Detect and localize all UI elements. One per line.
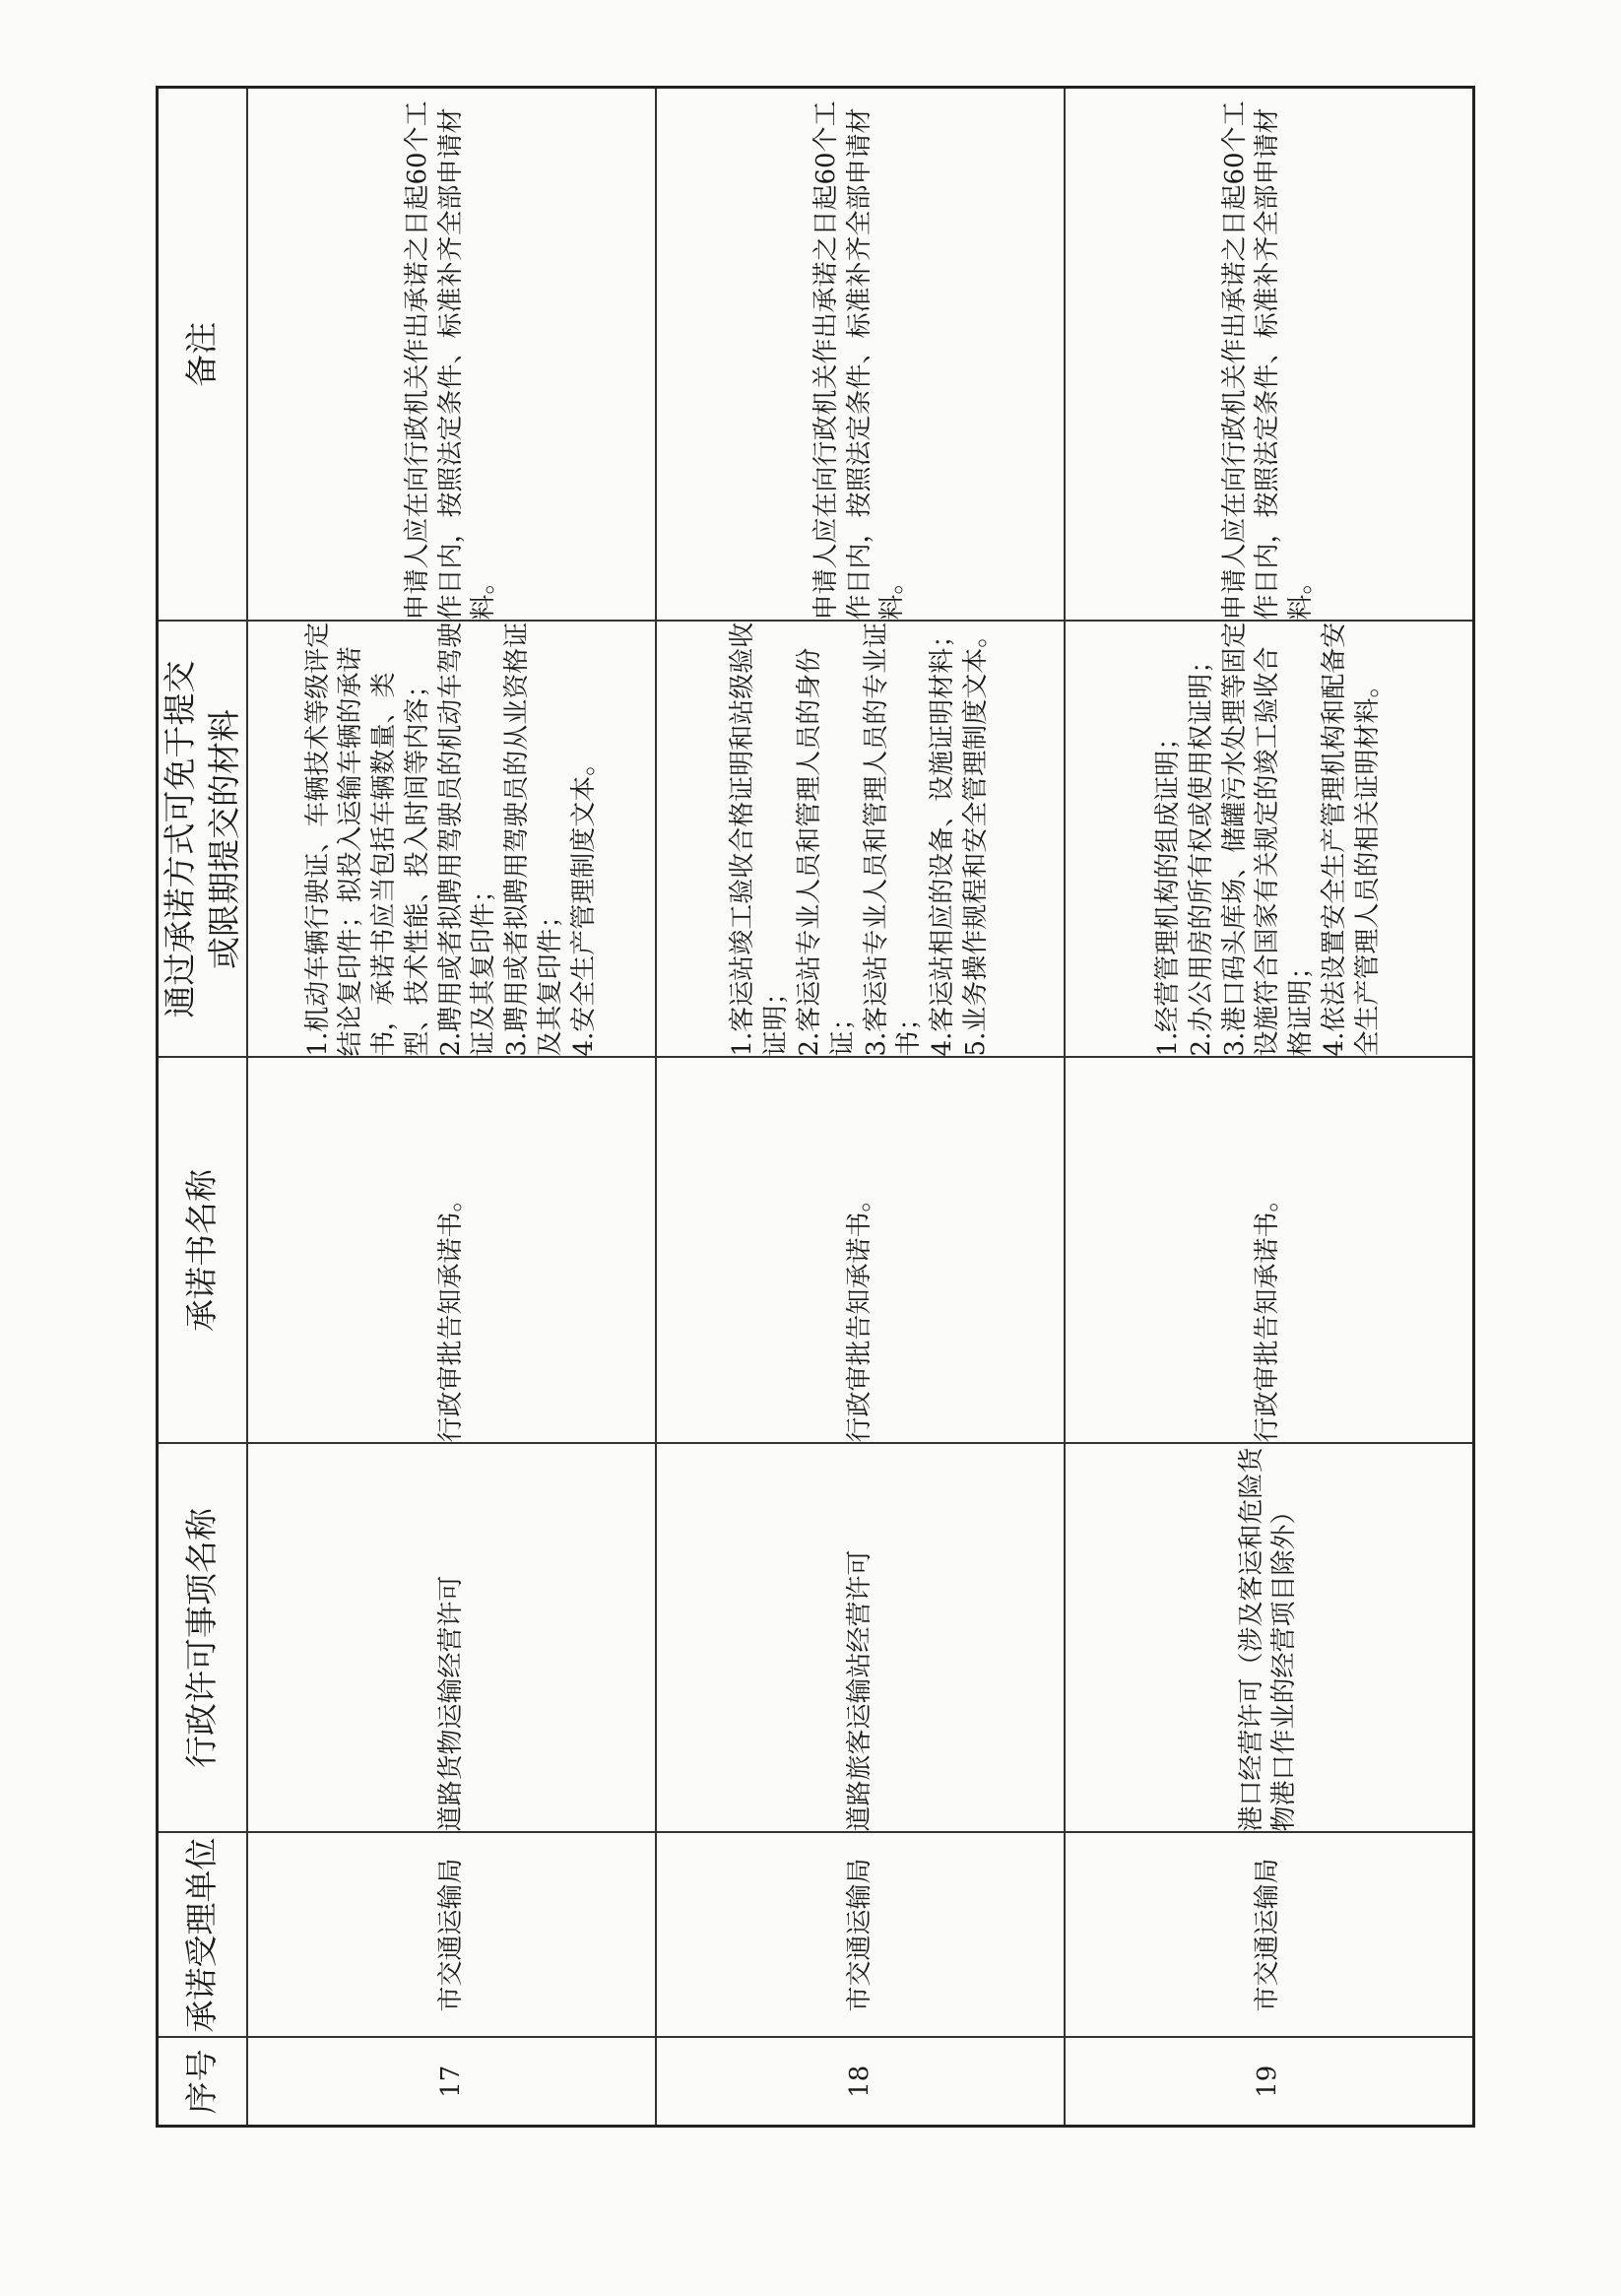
material-line: 4.依法设置安全生产管理机构和配备安全生产管理人员的相关证明材料。	[1320, 622, 1383, 1057]
cell-item: 港口经营许可（涉及客运和危险货物港口作业的经营项目除外）	[1065, 1444, 1473, 1833]
table-row	[247, 88, 656, 2127]
material-line: 1.客运站竣工验收合格证明和站级验收证明；	[728, 622, 792, 1057]
cell-item: 道路旅客运输站经营许可	[656, 1444, 1065, 1833]
material-line: 1.经营管理机构的组成证明；	[1153, 724, 1184, 1057]
header-row	[158, 88, 248, 2127]
cell-name: 行政审批告知承诺书。	[1065, 1058, 1473, 1444]
cell-note: 申请人应在向行政机关作出承诺之日起60个工作日内，按照法定条件、标准补齐全部申请材料。	[1065, 88, 1473, 622]
cell-materials	[1065, 622, 1473, 1058]
cell-item: 道路货物运输经营许可	[247, 1444, 656, 1833]
cell-materials	[656, 622, 1065, 1058]
material-line: 2.客运站专业人员和管理人员的身份证；	[795, 647, 858, 1057]
cell-note: 申请人应在向行政机关作出承诺之日起60个工作日内，按照法定条件、标准补齐全部申请材料。	[247, 88, 656, 622]
material-line: 3.客运站专业人员和管理人员的专业证书；	[861, 622, 925, 1057]
cell-unit: 市交通运输局	[1065, 1833, 1473, 2038]
cell-name: 行政审批告知承诺书。	[247, 1058, 656, 1444]
permit-commitment-table	[156, 86, 1475, 2128]
table-row	[656, 88, 1065, 2127]
header-materials-line2: 或限期提交的材料	[204, 709, 243, 969]
material-line: 5.业务操作规程和安全管理制度文本。	[960, 622, 991, 1057]
header-item: 行政许可事项名称	[158, 1444, 248, 1833]
cell-name: 行政审批告知承诺书。	[656, 1058, 1065, 1444]
cell-seq: 17	[247, 2038, 656, 2127]
cell-seq: 19	[1065, 2038, 1473, 2127]
header-unit: 承诺受理单位	[158, 1833, 248, 2038]
cell-seq: 18	[656, 2038, 1065, 2127]
header-name: 承诺书名称	[158, 1058, 248, 1444]
header-seq: 序号	[158, 2038, 248, 2127]
material-line: 4.客运站相应的设备、设施证明材料；	[928, 622, 958, 1057]
material-line: 2.办公用房的所有权或使用权证明；	[1186, 647, 1216, 1057]
cell-unit: 市交通运输局	[247, 1833, 656, 2038]
material-line: 3.聘用或者拟聘用驾驶员的从业资格证及其复印件；	[502, 622, 566, 1057]
rotated-table-container	[156, 89, 1470, 2128]
cell-materials	[247, 622, 656, 1058]
material-line: 2.聘用或者拟聘用驾驶员的机动车驾驶证及其复印件；	[435, 622, 499, 1057]
table-row	[1065, 88, 1473, 2127]
cell-note: 申请人应在向行政机关作出承诺之日起60个工作日内，按照法定条件、标准补齐全部申请材料。	[656, 88, 1065, 622]
cell-unit: 市交通运输局	[656, 1833, 1065, 2038]
material-line: 1.机动车辆行驶证、车辆技术等级评定结论复印件；拟投入运输车辆的承诺书，承诺书应当包括车辆数量、类型、技术性能、投入时间等内容；	[302, 622, 432, 1057]
header-note: 备注	[158, 88, 248, 622]
material-line: 4.安全生产管理制度文本。	[568, 750, 599, 1057]
material-line: 3.港口码头库场、储罐污水处理等固定设施符合国家有关规定的竣工验收合格证明；	[1219, 622, 1317, 1057]
header-materials-line1: 通过承诺方式可免于提交	[161, 660, 199, 1018]
header-materials	[158, 622, 248, 1058]
